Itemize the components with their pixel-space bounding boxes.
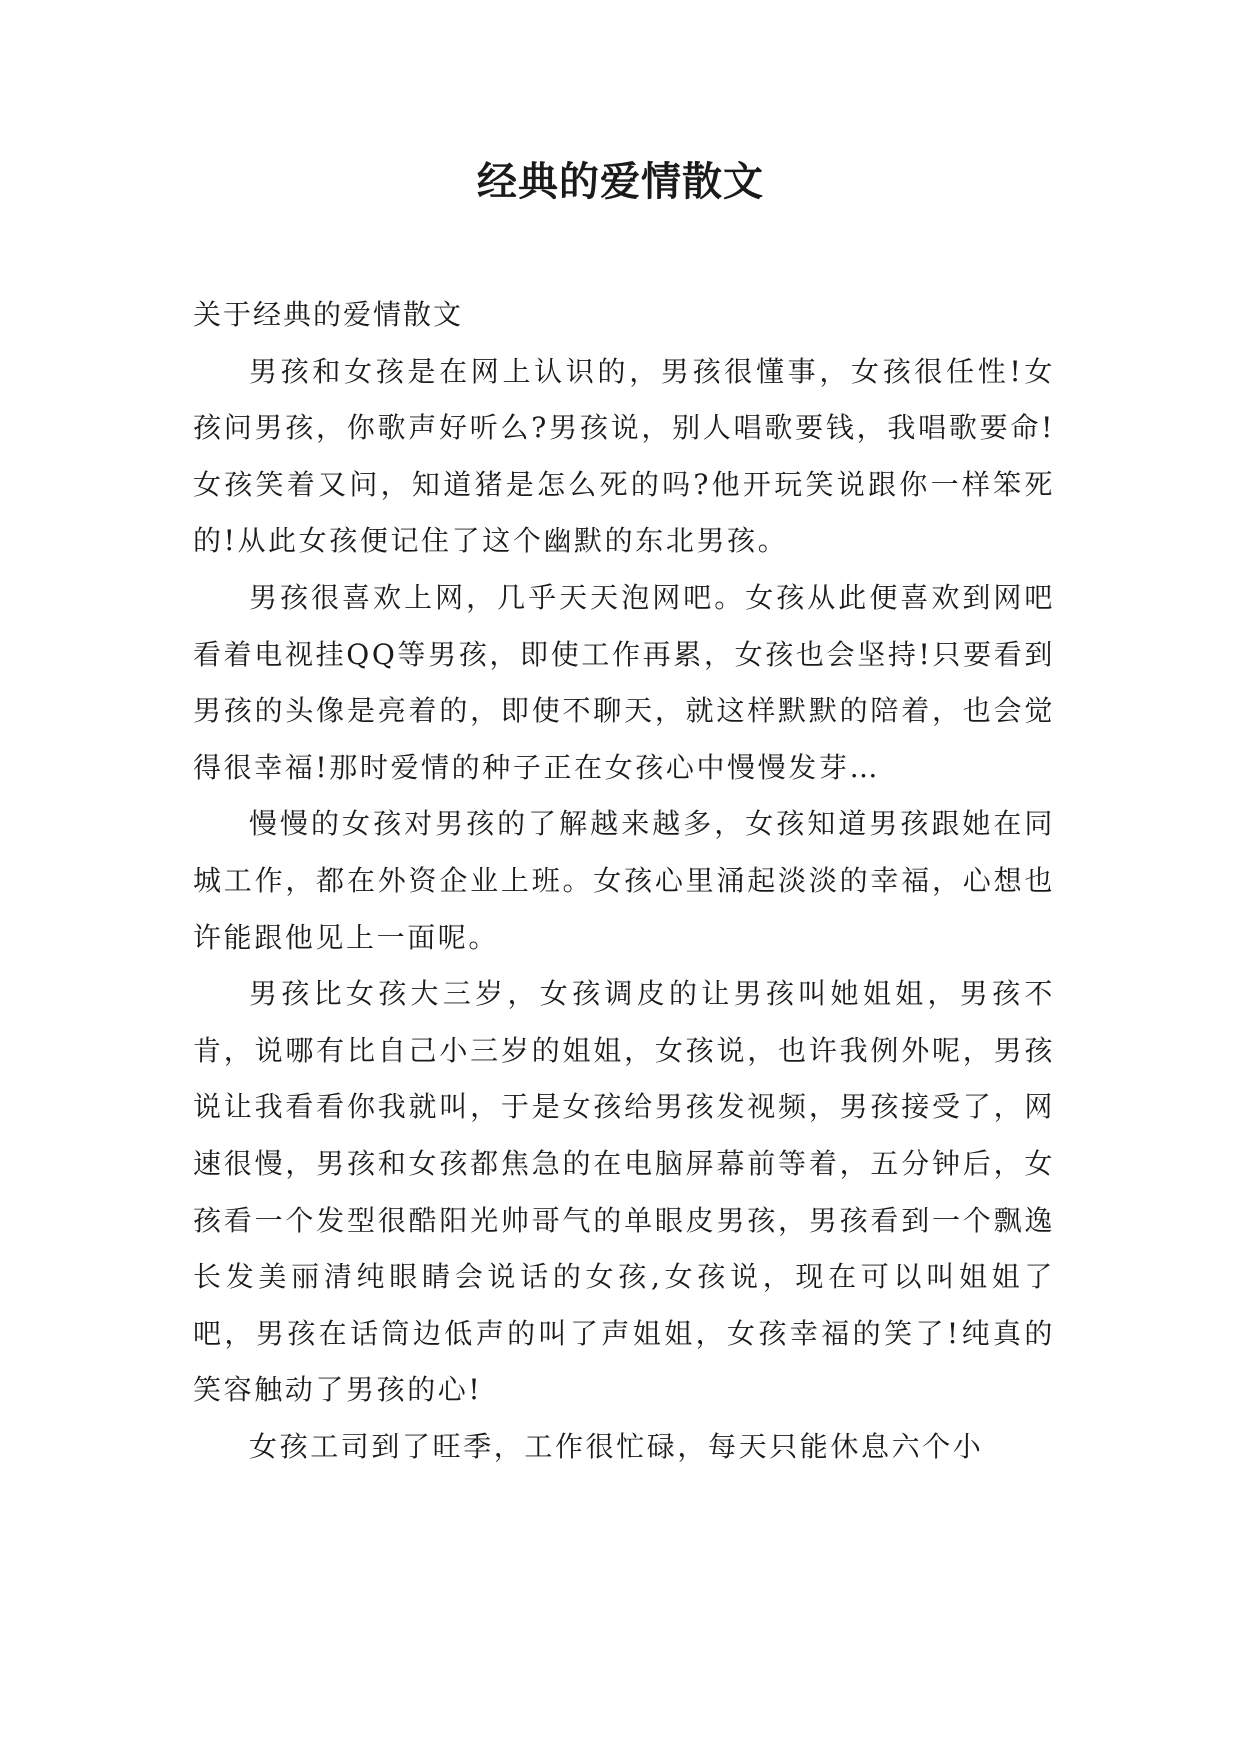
paragraph: 男孩和女孩是在网上认识的，男孩很懂事，女孩很任性!女孩问男孩，你歌声好听么?男孩说，别人唱歌要钱，我唱歌要命!女孩笑着又问，知道猪是怎么死的吗?他开玩笑说跟你一样笨死的!从此女孩便记住了这个幽默的东北男孩。: [193, 354, 1055, 558]
paragraph: 女孩工司到了旺季，工作很忙碌，每天只能休息六个小: [249, 1429, 984, 1463]
document-subtitle: 关于经典的爱情散文: [193, 298, 464, 331]
document-title: 经典的爱情散文: [477, 158, 764, 205]
paragraph: 慢慢的女孩对男孩的了解越来越多，女孩知道男孩跟她在同城工作，都在外资企业上班。女孩心里涌起淡淡的幸福，心想也许能跟他见上一面呢。: [193, 807, 1055, 954]
paragraph: 男孩很喜欢上网，几乎天天泡网吧。女孩从此便喜欢到网吧看着电视挂QQ等男孩，即使工作再累，女孩也会坚持!只要看到男孩的头像是亮着的，即使不聊天，就这样默默的陪着，也会觉得很幸福!那时爱情的种子正在女孩心中慢慢发芽…: [193, 580, 1055, 784]
document-body: [193, 287, 1055, 1475]
paragraph: 男孩比女孩大三岁，女孩调皮的让男孩叫她姐姐，男孩不肯，说哪有比自己小三岁的姐姐，女孩说，也许我例外呢，男孩说让我看看你我就叫，于是女孩给男孩发视频，男孩接受了，网速很慢，男孩和女孩都焦急的在电脑屏幕前等着，五分钟后，女孩看一个发型很酷阳光帅哥气的单眼皮男孩，男孩看到一个飘逸长发美丽清纯眼睛会说话的女孩,女孩说，现在可以叫姐姐了吧，男孩在话筒边低声的叫了声姐姐，女孩幸福的笑了!纯真的笑容触动了男孩的心!: [193, 977, 1055, 1407]
